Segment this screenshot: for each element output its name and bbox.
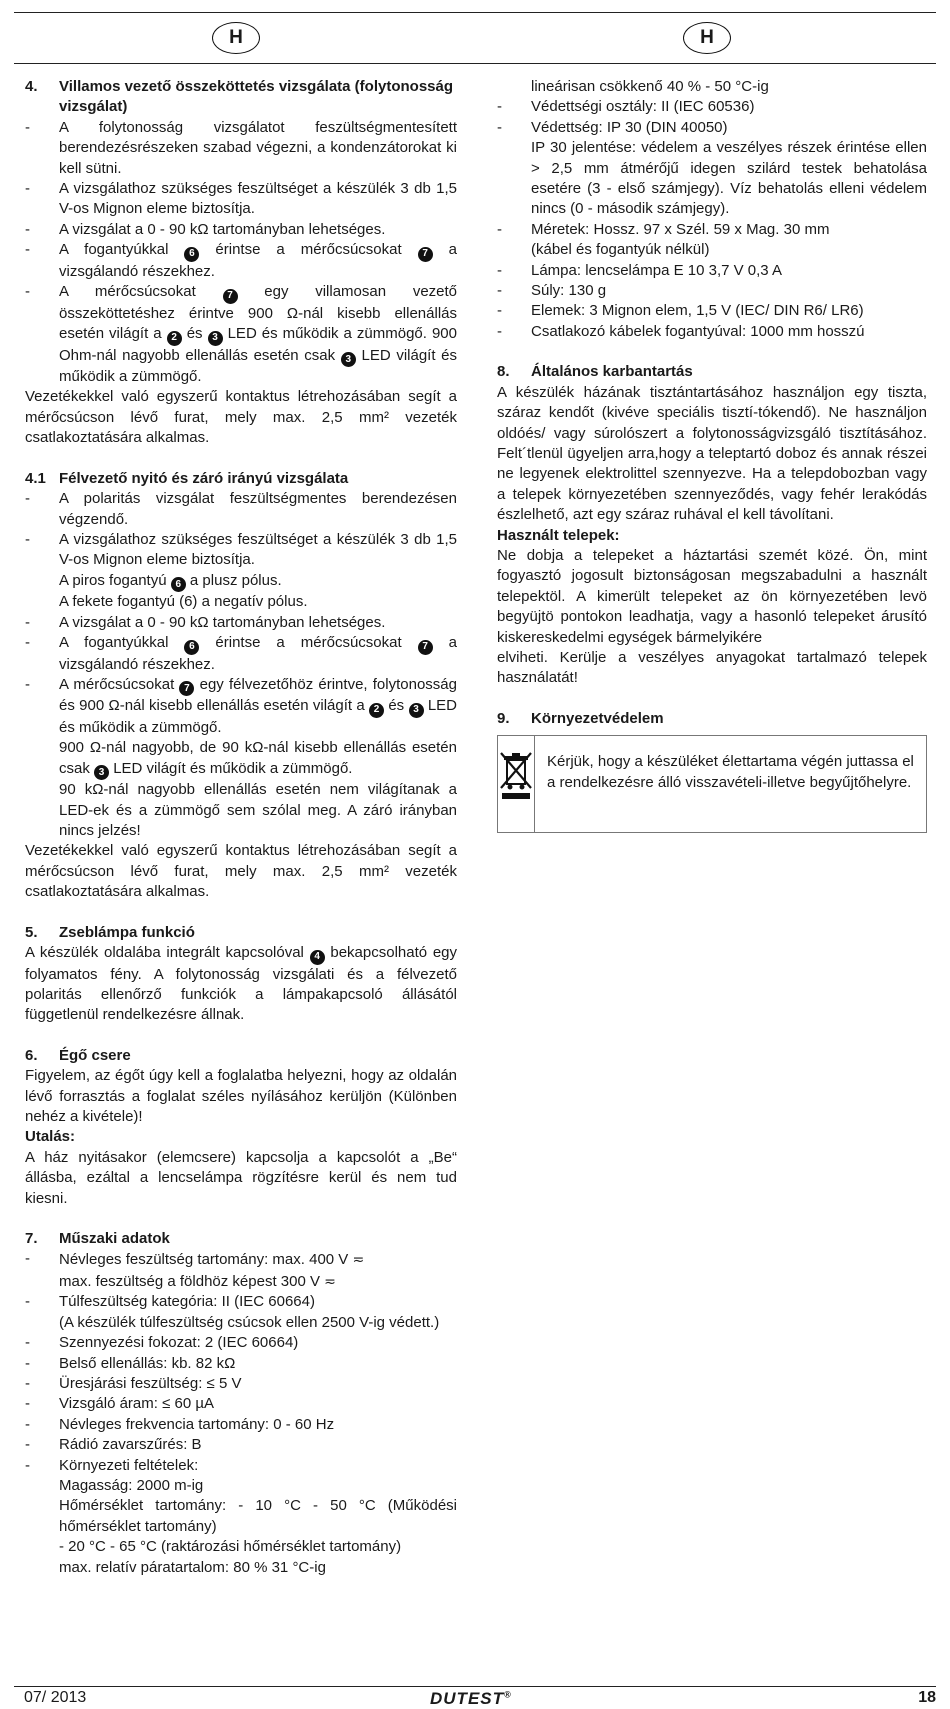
ref-number-badge: 2	[369, 703, 384, 718]
paragraph: elviheti. Kerülje a veszélyes anyagokat tartalmazó telepek használatát!	[497, 648, 927, 687]
header-rule	[14, 63, 936, 64]
recycling-notice-box	[497, 735, 927, 833]
section-8-heading: 8. Általános karbantartás	[497, 363, 693, 381]
list-subline: - 20 °C - 65 °C (raktározási hőmérséklet tartomány)	[59, 1538, 402, 1556]
paragraph: A készülék oldalába integrált kapcsolóval 4 bekapcsolható egy folyamatos fény. A folytonosság vizsgálati és a félvezető polaritás ellenőrző funkciók a lámpakapcsoló állásától függetlenül rendelkezésre állnak.	[25, 944, 458, 1024]
list-item: - Belső ellenállás: kb. 82 kΩ	[25, 1354, 236, 1372]
list-item: - Névleges frekvencia tartomány: 0 - 60 Hz	[25, 1415, 335, 1433]
list-item: - Súly: 130 g	[497, 282, 607, 300]
paragraph: Ne dobja a telepeket a háztartási szemét közé. Ön, mint fogyasztó jogosult biztonságosan megszabadulni a használt telepektöl. A kimerült telepeket az ön környezetében levö begyüjtö pontokon leadhatja, vagy a hasonló telepeket árusító kiskereskedelmi egységek bármelyikére	[497, 546, 927, 646]
paragraph: A készülék házának tisztántartásához használjon egy tiszta, száraz kendőt (kivéve speciális tisztí-tókendő). Ne használjon oldóés/ vagy súrolószert a folytonosságvizsgáló tisztításához. Felt´tlenül ügyeljen arra,hogy a teleptartó doboz és annak részei ne legyenek elektrolittel szennyezve. Ha a telepdobozban vagy a telepek környezetében szennyeződés, vagy fehér lerakódás észlelhető, azt egy száraz ruhával el kell távolítani.	[497, 383, 927, 524]
page-number: 18	[918, 1689, 936, 1706]
section-9-heading: 9. Környezetvédelem	[497, 709, 664, 727]
list-subline: max. feszültség a földhöz képest 300 V ≂	[59, 1272, 336, 1290]
paragraph: A ház nyitásakor (elemcsere) kapcsolja a kapcsolót a „Be“ állásba, ezáltal a lencselámpa rögzítésre kerül és nem tud kiesni.	[25, 1148, 457, 1207]
list-subline: IP 30 jelentése: védelem a veszélyes részek érintése ellen > 2,5 mm átmérőjű idegen szilárd testek behatolása esetére (3 - első számjegy). Víz behatolás elleni védelem nincs (0 - második számjegy).	[531, 139, 927, 218]
list-item: - A vizsgálat a 0 - 90 kΩ tartományban lehetséges.	[25, 613, 386, 631]
ref-number-badge: 7	[179, 681, 194, 696]
ref-number-badge: 7	[223, 289, 238, 304]
section-4-heading: 4. Villamos vezető összeköttetés vizsgálata (folytonosság vizsgálat)	[25, 78, 454, 116]
list-item: - Lámpa: lencselámpa E 10 3,7 V 0,3 A	[497, 261, 782, 279]
ref-number-badge: 6	[184, 640, 199, 655]
list-subline: A piros fogantyú 6 a plusz pólus.	[25, 571, 457, 593]
ref-number-badge: 7	[418, 640, 433, 655]
paragraph: Vezetékekkel való egyszerű kontaktus létrehozásában segít a mérőcsúcson lévő furat, mely max. 2,5 mm² vezeték csatlakoztatására alkalmas.	[25, 842, 457, 901]
brand-logo: DUTEST®	[430, 1689, 512, 1708]
list-item: - A mérőcsúcsokat 7 egy félvezetőhöz érintve, folytonosság és 900 Ω-nál kisebb ellenállás esetén világít a 2 és 3 LED és működik a zümmögő.	[25, 675, 457, 736]
list-subline: lineárisan csökkenő 40 % - 50 °C-ig	[531, 78, 769, 95]
footer-date: 07/ 2013	[24, 1689, 87, 1706]
list-item: - Rádió zavarszűrés: B	[25, 1436, 202, 1454]
subheading: Használt telepek:	[497, 526, 620, 544]
ref-number-badge: 7	[418, 247, 433, 262]
list-subline: 90 kΩ-nál nagyobb ellenállás esetén nem világítanak a LED-ek és a zümmögő sem szólal meg. A záró irányban nincs jelzés!	[59, 781, 457, 840]
list-item: - Védettség: IP 30 (DIN 40050)	[497, 118, 728, 136]
list-item: - A folytonosság vizsgálatot feszültségmentesített berendezésrészeken szabad végezni, a kondenzátorokat ki kell sütni.	[25, 118, 457, 177]
list-item: - Környezeti feltételek:	[25, 1456, 199, 1474]
section-7-heading: 7. Műszaki adatok	[25, 1230, 170, 1248]
list-item: - Vizsgáló áram: ≤ 60 µA	[25, 1395, 215, 1413]
language-badge-right: H	[683, 22, 731, 54]
list-item: - Túlfeszültség kategória: II (IEC 60664)	[25, 1293, 315, 1311]
crossed-bin-icon	[498, 736, 535, 832]
list-item: - A mérőcsúcsokat 7 egy villamosan vezető összeköttetéshez érintve 900 Ω-nál kisebb ellenállás esetén világít a 2 és 3 LED és működik a zümmögő. 900 Ohm-nál nagyobb ellenállás esetén csak 3 LED világít és működik a zümmögő.	[25, 283, 458, 386]
ref-number-badge: 3	[94, 765, 109, 780]
list-item: - A fogantyúkkal 6 érintse a mérőcsúcsokat 7 a vizsgálandó részekhez.	[25, 241, 457, 280]
list-item: - Szennyezési fokozat: 2 (IEC 60664)	[25, 1334, 299, 1352]
list-item: - A polaritás vizsgálat feszültségmentes berendezésen végzendő.	[25, 490, 457, 528]
list-item: - A vizsgálat a 0 - 90 kΩ tartományban lehetséges.	[25, 220, 386, 238]
list-item: - Védettségi osztály: II (IEC 60536)	[497, 98, 755, 116]
list-subline: Hőmérséklet tartomány: - 10 °C - 50 °C (Működési hőmérséklet tartomány)	[59, 1497, 457, 1535]
list-subline: (kábel és fogantyúk nélkül)	[531, 241, 710, 259]
list-item: - A fogantyúkkal 6 érintse a mérőcsúcsokat 7 a vizsgálandó részekhez.	[25, 634, 457, 673]
list-subline: Magasság: 2000 m-ig	[59, 1476, 204, 1494]
right-column	[497, 77, 927, 833]
list-item: - Elemek: 3 Mignon elem, 1,5 V (IEC/ DIN R6/ LR6)	[497, 302, 864, 320]
ref-number-badge: 3	[208, 331, 223, 346]
list-subline: 900 Ω-nál nagyobb, de 90 kΩ-nál kisebb ellenállás esetén csak 3 LED világít és működik a zümmögő.	[25, 738, 457, 780]
ref-number-badge: 6	[184, 247, 199, 262]
ref-number-badge: 3	[341, 352, 356, 367]
ac-dc-symbol: ≂	[352, 1251, 365, 1268]
section-6-heading: 6. Égő csere	[25, 1046, 131, 1064]
list-item: - A vizsgálathoz szükséges feszültséget a készülék 3 db 1,5 V-os Mignon eleme biztosítja.	[25, 180, 457, 218]
ac-dc-symbol: ≂	[324, 1272, 336, 1289]
ref-number-badge: 6	[171, 577, 186, 592]
list-subline: (A készülék túlfeszültség csúcsok ellen 2500 V-ig védett.)	[59, 1313, 440, 1331]
list-item: - Méretek: Hossz. 97 x Szél. 59 x Mag. 30 mm	[497, 220, 830, 238]
subheading: Utalás:	[25, 1128, 76, 1146]
section-5-heading: 5. Zseblámpa funkció	[25, 923, 195, 941]
section-4-1-heading: 4.1 Félvezető nyitó és záró irányú vizsgálata	[25, 469, 349, 487]
ref-number-badge: 3	[409, 703, 424, 718]
left-column	[25, 77, 457, 1578]
list-item: - Csatlakozó kábelek fogantyúval: 1000 mm hosszú	[497, 322, 865, 340]
footer-rule	[14, 1686, 936, 1687]
list-item: - A vizsgálathoz szükséges feszültséget a készülék 3 db 1,5 V-os Mignon eleme biztosítja.	[25, 530, 457, 569]
paragraph: Figyelem, az égőt úgy kell a foglalatba helyezni, hogy az oldalán lévő forrasztás a foglalat széles nyílásához kerüljön (Különben nehéz a kivétele)!	[25, 1067, 457, 1126]
list-item: - Névleges feszültség tartomány: max. 400 V ≂	[25, 1250, 365, 1269]
ref-number-badge: 2	[167, 331, 182, 346]
list-item: - Üresjárási feszültség: ≤ 5 V	[25, 1374, 242, 1392]
top-rule	[14, 12, 936, 13]
list-subline: max. relatív páratartalom: 80 % 31 °C-ig	[59, 1558, 326, 1576]
ref-number-badge: 4	[310, 950, 325, 965]
paragraph: Vezetékekkel való egyszerű kontaktus létrehozásában segít a mérőcsúcson lévő furat, mely max. 2,5 mm² vezeték csatlakoztatására alkalmas.	[25, 388, 457, 447]
list-subline: A fekete fogantyú (6) a negatív pólus.	[59, 593, 308, 611]
language-badge-left: H	[212, 22, 260, 54]
recycling-notice-text: Kérjük, hogy a készüléket élettartama végén juttassa el a rendelkezésre álló visszavételi-illetve begyűjtőhelyre.	[547, 753, 914, 791]
